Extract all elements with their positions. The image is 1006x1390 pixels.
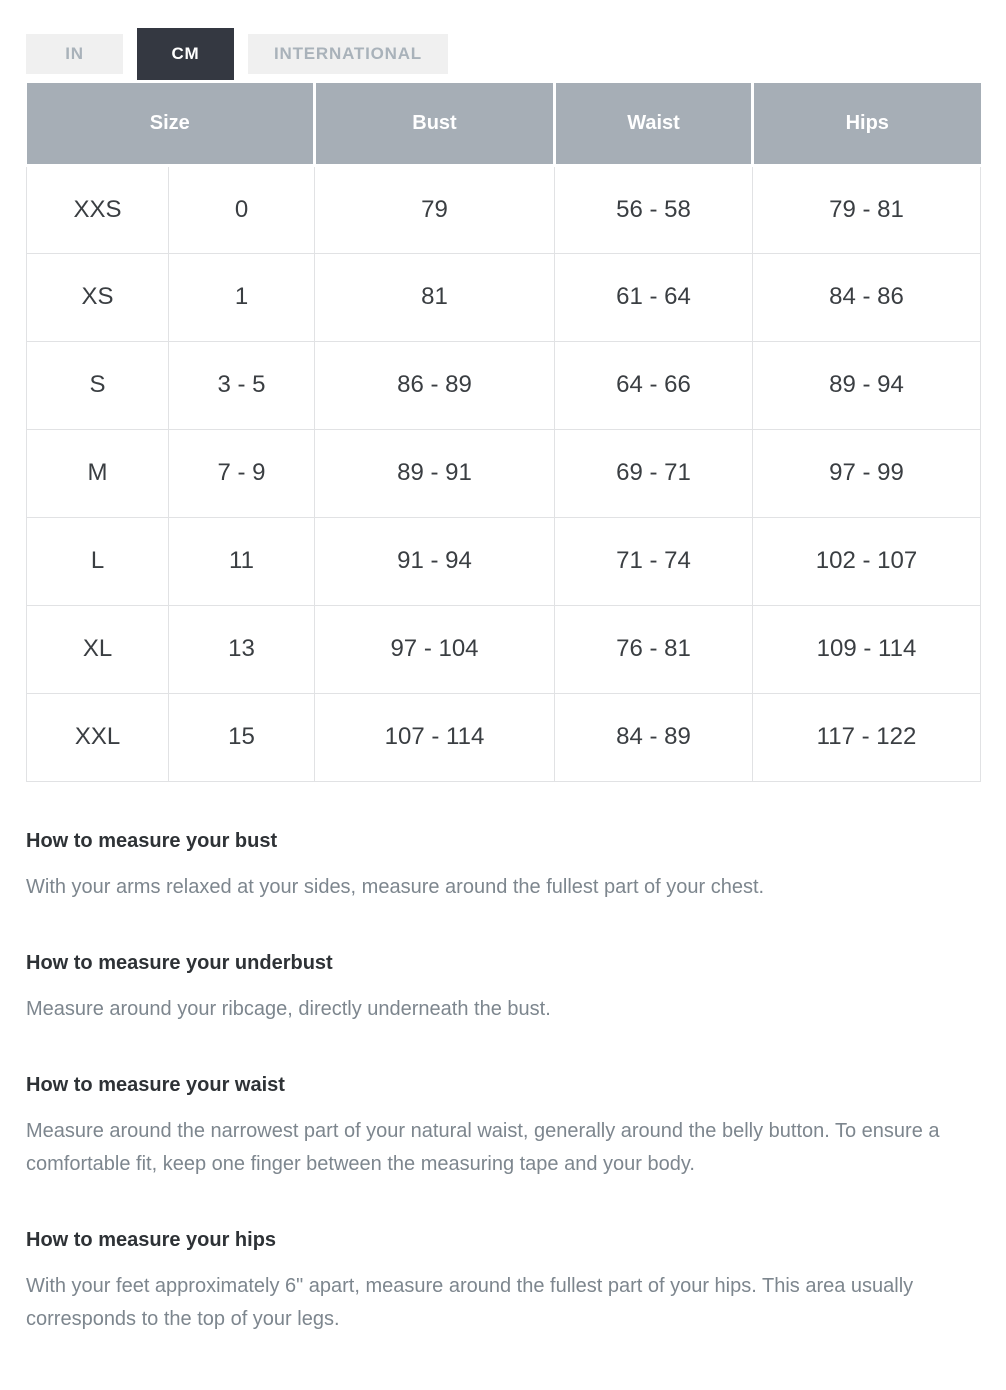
guide-bust: [26, 830, 980, 904]
guide-waist: [26, 1074, 980, 1181]
guide-waist-body: Measure around the narrowest part of your natural waist, generally around the belly button. To ensure a comfortable fit, keep one finger between the measuring tape and your body.: [26, 1119, 940, 1175]
size-letter-cell: XXS: [27, 165, 169, 253]
bust-cell: 81: [315, 253, 555, 341]
waist-cell: 56 - 58: [555, 165, 753, 253]
hips-cell: 117 - 122: [753, 693, 981, 781]
guide-hips-title: How to measure your hips: [26, 1228, 277, 1251]
tab-centimeters[interactable]: CM: [137, 28, 234, 80]
bust-cell: 107 - 114: [315, 693, 555, 781]
unit-tab-bar: [26, 28, 980, 80]
column-header-hips: Hips: [753, 83, 981, 165]
size-number-cell: 3 - 5: [169, 341, 315, 429]
guide-waist-title: How to measure your waist: [26, 1073, 285, 1096]
size-chart-table: [26, 83, 981, 782]
size-letter-cell: L: [27, 517, 169, 605]
size-letter-cell: M: [27, 429, 169, 517]
guide-bust-title: How to measure your bust: [26, 829, 278, 852]
size-number-cell: 15: [169, 693, 315, 781]
table-row: [27, 693, 981, 781]
waist-cell: 69 - 71: [555, 429, 753, 517]
guide-underbust-body: Measure around your ribcage, directly underneath the bust.: [26, 997, 551, 1020]
guide-underbust-title: How to measure your underbust: [26, 951, 333, 974]
table-row: [27, 517, 981, 605]
bust-cell: 91 - 94: [315, 517, 555, 605]
column-header-bust: Bust: [315, 83, 555, 165]
table-row: [27, 165, 981, 253]
table-row: [27, 253, 981, 341]
waist-cell: 64 - 66: [555, 341, 753, 429]
guide-bust-body: With your arms relaxed at your sides, measure around the fullest part of your chest.: [26, 875, 765, 898]
size-number-cell: 1: [169, 253, 315, 341]
guide-hips: [26, 1229, 980, 1336]
waist-cell: 84 - 89: [555, 693, 753, 781]
table-row: [27, 605, 981, 693]
bust-cell: 89 - 91: [315, 429, 555, 517]
hips-cell: 84 - 86: [753, 253, 981, 341]
size-number-cell: 11: [169, 517, 315, 605]
guide-underbust: [26, 952, 980, 1026]
hips-cell: 109 - 114: [753, 605, 981, 693]
bust-cell: 97 - 104: [315, 605, 555, 693]
column-header-size: Size: [27, 83, 315, 165]
size-letter-cell: XS: [27, 253, 169, 341]
size-letter-cell: S: [27, 341, 169, 429]
hips-cell: 102 - 107: [753, 517, 981, 605]
table-row: [27, 341, 981, 429]
tab-inches[interactable]: IN: [26, 34, 123, 74]
waist-cell: 61 - 64: [555, 253, 753, 341]
size-chart-header: [27, 83, 981, 165]
waist-cell: 76 - 81: [555, 605, 753, 693]
waist-cell: 71 - 74: [555, 517, 753, 605]
size-letter-cell: XXL: [27, 693, 169, 781]
size-number-cell: 13: [169, 605, 315, 693]
column-header-waist: Waist: [555, 83, 753, 165]
bust-cell: 79: [315, 165, 555, 253]
bust-cell: 86 - 89: [315, 341, 555, 429]
tab-international[interactable]: INTERNATIONAL: [248, 34, 448, 74]
size-number-cell: 7 - 9: [169, 429, 315, 517]
hips-cell: 79 - 81: [753, 165, 981, 253]
size-number-cell: 0: [169, 165, 315, 253]
hips-cell: 97 - 99: [753, 429, 981, 517]
size-letter-cell: XL: [27, 605, 169, 693]
hips-cell: 89 - 94: [753, 341, 981, 429]
guide-hips-body: With your feet approximately 6" apart, measure around the fullest part of your hips. This area usually corresponds to the top of your legs.: [26, 1274, 914, 1330]
table-row: [27, 429, 981, 517]
